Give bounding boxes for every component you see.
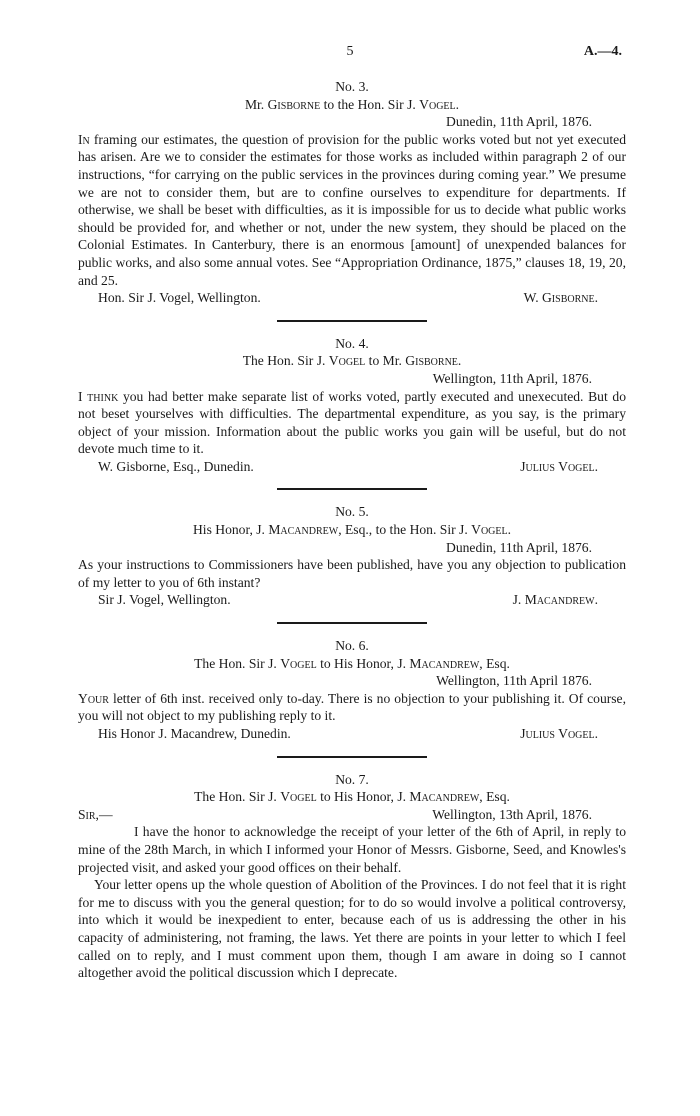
letter-title: The Hon. Sir J. Vogel to Mr. Gisborne. <box>242 353 462 369</box>
letter-addressee: W. Gisborne, Esq., Dunedin. <box>98 458 254 474</box>
letter-dateline: Wellington, 13th April, 1876. <box>432 806 592 822</box>
letter-signoff <box>78 725 626 743</box>
letter-5 <box>78 503 626 609</box>
letter-6 <box>78 637 626 743</box>
letter-addressee: Hon. Sir J. Vogel, Wellington. <box>98 290 261 306</box>
letter-number: No. 4. <box>335 335 369 351</box>
letter-dateline: Wellington, 11th April, 1876. <box>432 370 592 386</box>
letter-7 <box>78 771 626 982</box>
letter-title: His Honor, J. Macandrew, Esq., to the Hon. Sir J. Vogel. <box>192 522 512 538</box>
letter-signoff <box>78 289 626 307</box>
letter-body: As your instructions to Commissioners have been published, have you any objection to publication of my letter to you of 6th instant? <box>78 557 626 590</box>
letter-signature: J. Macandrew. <box>512 592 598 608</box>
letter-signature: Julius Vogel. <box>520 726 598 741</box>
letter-addressee: Sir J. Vogel, Wellington. <box>98 592 231 608</box>
section-divider <box>277 622 427 624</box>
section-divider <box>277 320 427 322</box>
page-header <box>0 44 700 64</box>
letter-paragraph-1: I have the honor to acknowledge the receipt of your letter of the 6th of April, in reply to mine of the 28th March, in which I informed your Honor of Messrs. Gisborne, Seed, and Knowles's projected visit, and asked your good offices on their behalf. <box>78 824 626 875</box>
letter-dateline: Dunedin, 11th April, 1876. <box>446 539 592 555</box>
salutation-line <box>78 806 626 824</box>
section-divider <box>277 756 427 758</box>
letter-signoff <box>78 458 626 476</box>
document-body <box>78 78 626 982</box>
letter-body: Your letter of 6th inst. received only to-day. There is no objection to your publishing it. Of course, you will not object to my publishing reply to it. <box>78 690 626 724</box>
letter-title: The Hon. Sir J. Vogel to His Honor, J. Macandrew, Esq. <box>194 789 510 805</box>
letter-signature: Julius Vogel. <box>520 458 598 474</box>
letter-dateline: Wellington, 11th April 1876. <box>436 673 592 689</box>
letter-body: In framing our estimates, the question of provision for the public works voted but not yet executed has arisen. Are we to consider the estimates for those works as included within paragraph 2 of our instructions, “for carrying on the public services in the provinces during coming year.” We presume we are not to consider them, but are to confine ourselves to expenditure for departments. If otherwise, we shall be beset with difficulties, as it is impossible for us to decide what public works should be provided for, and whether or not, under the new system, they should be placed on the Colonial Estimates. In Canterbury, there is an enormous [amount] of unexpended balances for public works, and also some annual votes. See “Appropriation Ordinance, 1875,” clauses 18, 19, 20, and 25. <box>78 131 626 288</box>
letter-3 <box>78 78 626 307</box>
document-reference: A.—4. <box>583 44 622 59</box>
letter-signature: W. Gisborne. <box>523 290 598 306</box>
letter-number: No. 5. <box>335 504 369 520</box>
letter-number: No. 3. <box>335 79 369 94</box>
letter-4 <box>78 335 626 476</box>
letter-signoff <box>78 591 626 609</box>
letter-number: No. 7. <box>335 771 369 787</box>
salutation: Sir,— <box>78 806 113 822</box>
section-divider <box>277 488 427 490</box>
letter-title: Mr. Gisborne to the Hon. Sir J. Vogel. <box>244 96 460 112</box>
letter-dateline: Dunedin, 11th April, 1876. <box>446 114 592 130</box>
letter-title: The Hon. Sir J. Vogel to His Honor, J. Macandrew, Esq. <box>194 655 510 671</box>
letter-number: No. 6. <box>335 638 369 654</box>
letter-addressee: His Honor J. Macandrew, Dunedin. <box>98 726 291 741</box>
page-number: 5 <box>346 44 354 59</box>
letter-paragraph-2: Your letter opens up the whole question of Abolition of the Provinces. I do not feel that it is right for me to discuss with you the general question; for to do so would involve a political controversy, into which it would be inexpedient to enter, because each of us is addressing the other in his capacity of administering, not framing, the laws. Yet there are points in your letter to which I feel called on to reply, and I must comment upon them, though I am aware in doing so I cannot altogether avoid the political discussion which I deprecate. <box>78 877 626 981</box>
letter-body: I think you had better make separate list of works voted, partly executed and unexecuted. But do not beset yourselves with difficulties. The departmental expenditure, as you say, is the primary object of your mission. Information about the public works you gain will be useful, but do not devote much time to it. <box>78 388 627 457</box>
